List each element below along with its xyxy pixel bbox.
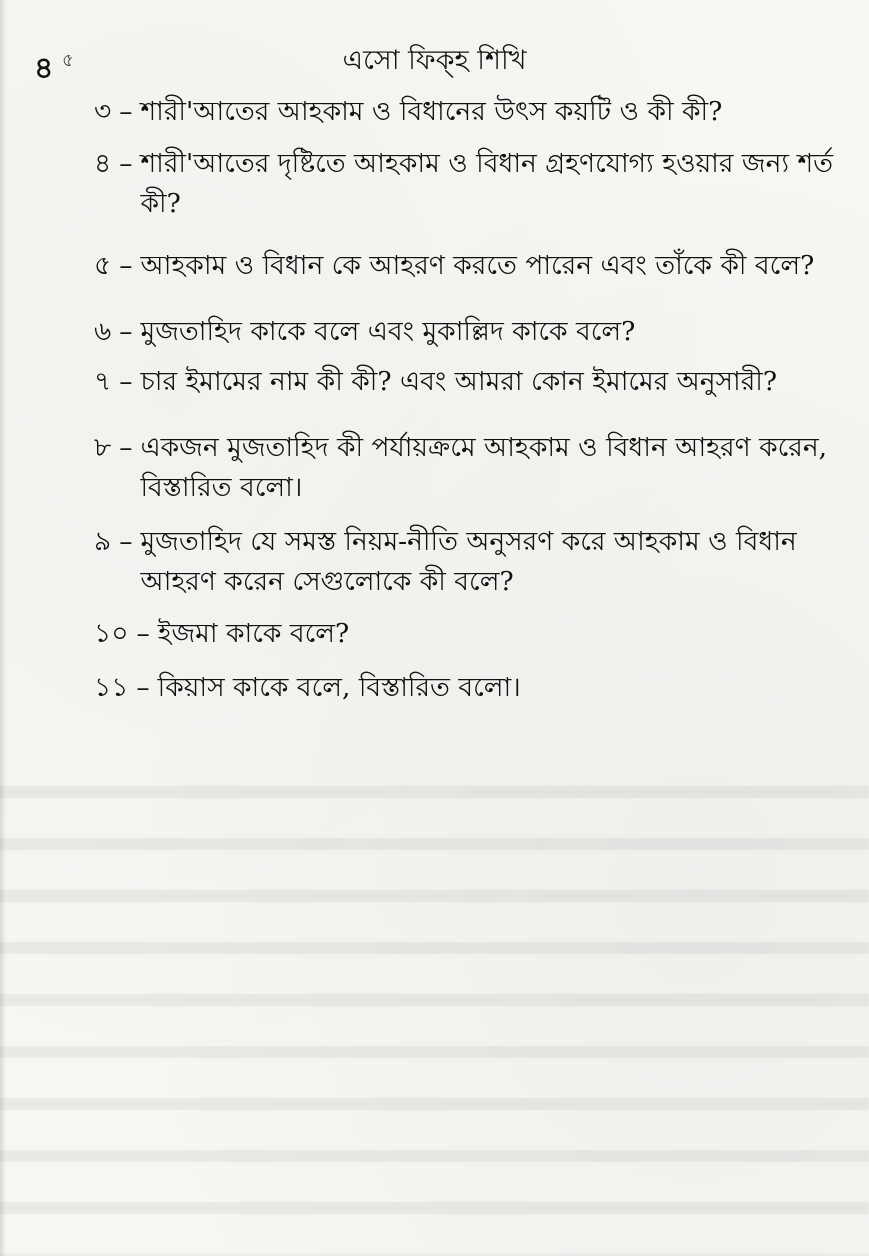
question-item xyxy=(94,92,834,132)
question-item xyxy=(94,668,834,708)
bleed-through-texture xyxy=(0,760,869,1256)
question-dash: – xyxy=(136,618,150,649)
question-text: আহকাম ও বিধান কে আহরণ করতে পারেন এবং তাঁকে কী বলে? xyxy=(140,250,815,281)
question-item xyxy=(94,614,834,654)
question-number: ৪ xyxy=(94,148,112,179)
question-number: ৫ xyxy=(94,250,112,281)
question-number: ৯ xyxy=(94,526,112,557)
question-dash: – xyxy=(119,96,133,127)
question-dash: – xyxy=(119,148,133,179)
question-text: শারী'আতের আহকাম ও বিধানের উৎস কয়টি ও কী কী? xyxy=(140,96,723,127)
question-text: মুজতাহিদ কাকে বলে এবং মুকাল্লিদ কাকে বলে? xyxy=(140,316,636,347)
question-text: কিয়াস কাকে বলে, বিস্তারিত বলো। xyxy=(157,672,521,703)
running-head-title: এসো ফিক্‌হ শিখি xyxy=(342,45,527,76)
question-dash: – xyxy=(119,432,133,463)
question-dash: – xyxy=(119,526,133,557)
question-item xyxy=(94,246,834,286)
question-dash: – xyxy=(119,316,133,347)
question-text: শারী'আতের দৃষ্টিতে আহকাম ও বিধান গ্রহণযোগ্য হওয়ার জন্য শর্ত কী? xyxy=(140,148,834,219)
page-mark: ৫ xyxy=(62,50,74,71)
question-number: ৬ xyxy=(94,316,112,347)
question-number: ৩ xyxy=(94,96,112,127)
question-dash: – xyxy=(136,672,150,703)
question-number: ১১ xyxy=(94,672,129,703)
page-number: ৪ xyxy=(34,51,54,86)
question-text: চার ইমামের নাম কী কী? এবং আমরা কোন ইমামের অনুসারী? xyxy=(140,366,778,397)
question-text: ইজমা কাকে বলে? xyxy=(157,618,350,649)
question-item xyxy=(94,362,834,402)
question-dash: – xyxy=(119,250,133,281)
question-item xyxy=(94,144,834,224)
question-text: একজন মুজতাহিদ কী পর্যায়ক্রমে আহকাম ও বিধান আহরণ করেন, বিস্তারিত বলো। xyxy=(140,432,828,503)
question-number: ১০ xyxy=(94,618,129,649)
question-text: মুজতাহিদ যে সমস্ত নিয়ম-নীতি অনুসরণ করে আহকাম ও বিধান আহরণ করেন সেগুলোকে কী বলে? xyxy=(140,526,797,597)
question-item xyxy=(94,312,834,352)
question-item xyxy=(94,522,834,602)
question-list xyxy=(94,92,834,708)
question-item xyxy=(94,428,834,508)
question-number: ৭ xyxy=(94,366,112,397)
question-number: ৮ xyxy=(94,432,112,463)
question-dash: – xyxy=(119,366,133,397)
